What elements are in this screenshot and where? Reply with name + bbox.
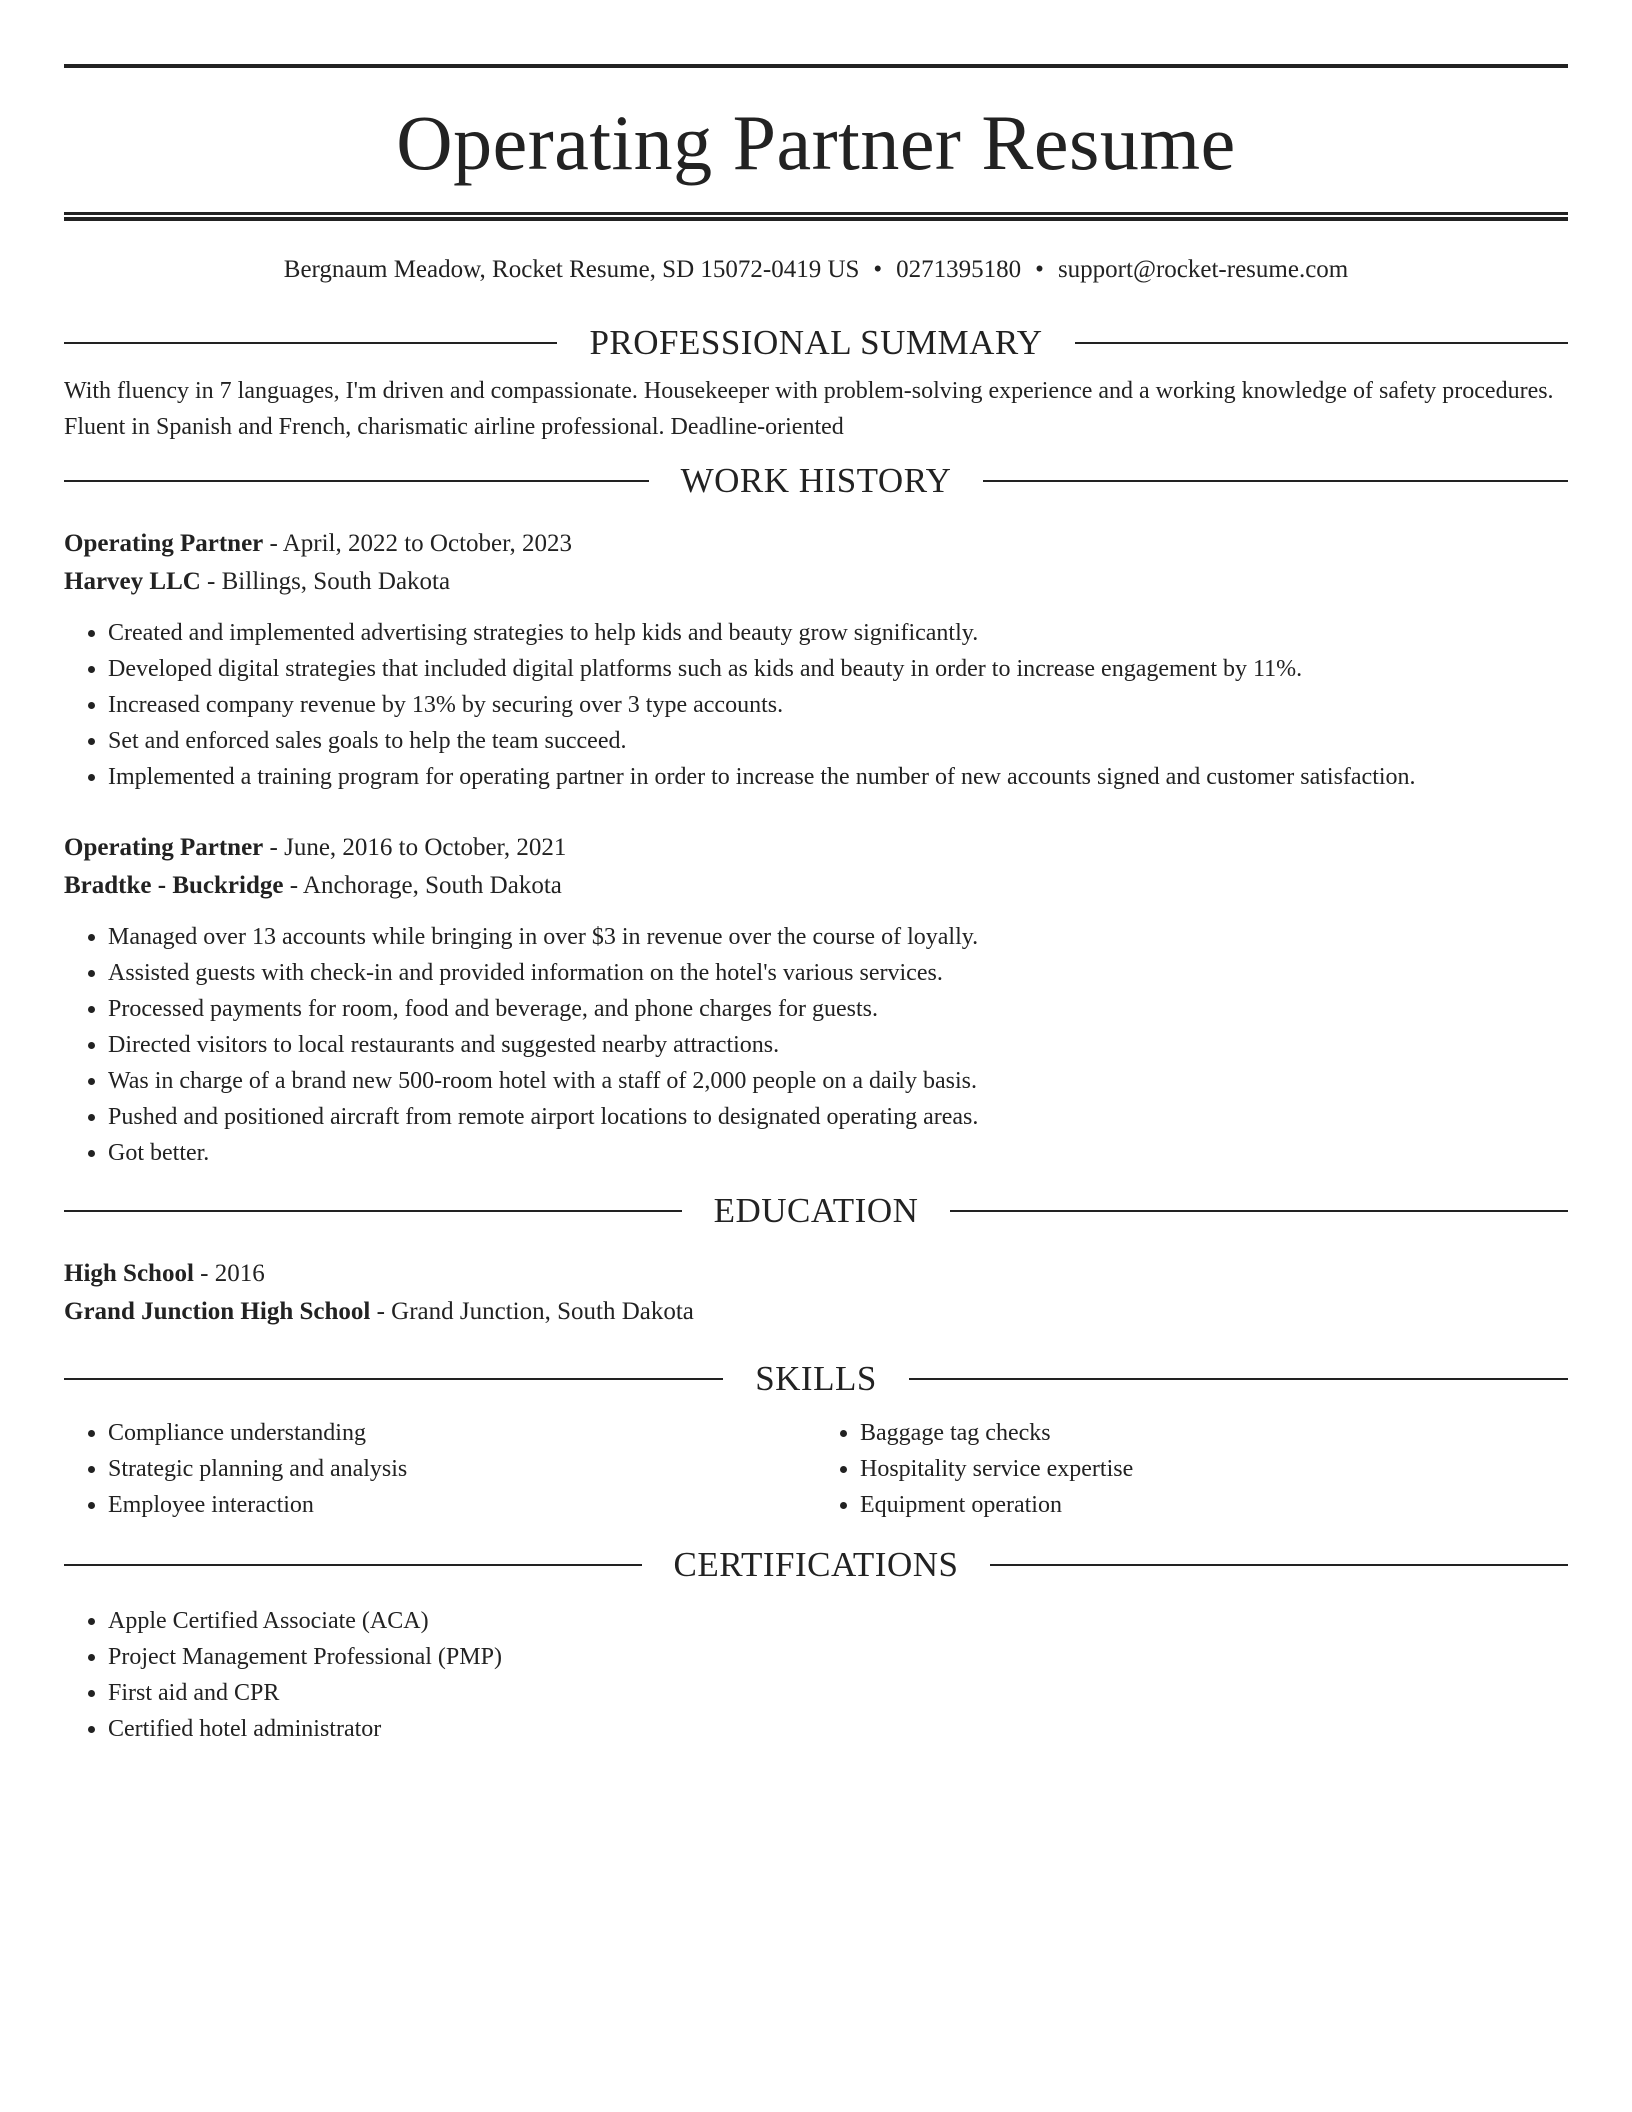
list-item: • Compliance understanding	[108, 1415, 816, 1451]
list-item: • Apple Certified Associate (ACA)	[108, 1603, 1568, 1639]
contact-separator: •	[873, 256, 883, 283]
heading-rule	[64, 1564, 642, 1566]
job-bullets	[64, 615, 1568, 795]
job-location: - Anchorage, South Dakota	[283, 872, 562, 899]
section-title: WORK HISTORY	[680, 461, 952, 500]
job-dates: - June, 2016 to October, 2021	[263, 834, 567, 861]
summary-text: With fluency in 7 languages, I'm driven and compassionate. Housekeeper with problem-solving experience and a working knowledge of safety procedures. Fluent in Spanish and French, charismatic airline professional. Deadline-oriented	[64, 378, 1554, 440]
list-item: • Employee interaction	[108, 1487, 816, 1523]
job-location: - Billings, South Dakota	[200, 568, 451, 595]
contact-separator: •	[1035, 256, 1044, 283]
job-company-line	[64, 563, 1568, 601]
section-title: CERTIFICATIONS	[673, 1545, 959, 1584]
certifications-list	[64, 1603, 1568, 1747]
education-degree-line	[64, 1255, 1568, 1293]
list-item: • Got better.	[108, 1135, 1568, 1171]
job-title-line	[64, 829, 1568, 867]
heading-rule	[990, 1564, 1568, 1566]
education-school-line	[64, 1293, 1568, 1331]
heading-rule	[1075, 342, 1568, 344]
list-item: • Certified hotel administrator	[108, 1711, 1568, 1747]
heading-rule	[64, 480, 649, 482]
section-heading-work-history	[64, 461, 1568, 501]
job-company: Harvey LLC	[64, 568, 201, 595]
heading-rule	[64, 1210, 682, 1212]
skills-left-list	[64, 1415, 816, 1523]
job-entry	[64, 525, 1568, 795]
section-title: PROFESSIONAL SUMMARY	[589, 323, 1043, 362]
heading-rule	[909, 1378, 1568, 1380]
list-item: • Implemented a training program for operating partner in order to increase the number of new accounts signed and customer satisfaction.	[108, 759, 1568, 795]
list-item: • Managed over 13 accounts while bringing in over $3 in revenue over the course of loyally.	[108, 919, 1568, 955]
education-entry	[64, 1255, 1568, 1331]
resume-title: Operating Partner Resume	[396, 99, 1236, 186]
list-item: • Was in charge of a brand new 500-room hotel with a staff of 2,000 people on a daily basis.	[108, 1063, 1568, 1099]
contact-phone: 0271395180	[896, 256, 1022, 283]
list-item: • Increased company revenue by 13% by securing over 3 type accounts.	[108, 687, 1568, 723]
contact-address: Bergnaum Meadow, Rocket Resume, SD 15072-0419 US	[283, 256, 860, 283]
contact-line	[64, 255, 1568, 285]
job-dates: - April, 2022 to October, 2023	[263, 530, 572, 557]
heading-rule	[64, 342, 557, 344]
education-location: - Grand Junction, South Dakota	[370, 1298, 694, 1325]
job-company: Bradtke - Buckridge	[64, 872, 284, 899]
heading-rule	[983, 480, 1568, 482]
list-item: • Baggage tag checks	[860, 1415, 1568, 1451]
list-item: • Developed digital strategies that included digital platforms such as kids and beauty in order to increase engagement by 11%.	[108, 651, 1568, 687]
job-company-line	[64, 867, 1568, 905]
section-title: EDUCATION	[713, 1191, 919, 1230]
heading-rule	[950, 1210, 1568, 1212]
resume-page	[64, 64, 1568, 1747]
education-degree: High School	[64, 1260, 194, 1287]
contact-email: support@rocket-resume.com	[1057, 256, 1349, 283]
list-item: • Hospitality service expertise	[860, 1451, 1568, 1487]
list-item: • Strategic planning and analysis	[108, 1451, 816, 1487]
list-item: • First aid and CPR	[108, 1675, 1568, 1711]
heading-rule	[64, 1378, 723, 1380]
job-title-line	[64, 525, 1568, 563]
top-rule	[64, 64, 1568, 68]
section-heading-skills	[64, 1359, 1568, 1399]
education-year: - 2016	[193, 1260, 265, 1287]
list-item: • Created and implemented advertising strategies to help kids and beauty grow significantly.	[108, 615, 1568, 651]
section-heading-certifications	[64, 1545, 1568, 1585]
list-item: • Project Management Professional (PMP)	[108, 1639, 1568, 1675]
list-item: • Pushed and positioned aircraft from remote airport locations to designated operating areas.	[108, 1099, 1568, 1135]
list-item: • Processed payments for room, food and beverage, and phone charges for guests.	[108, 991, 1568, 1027]
section-heading-education	[64, 1191, 1568, 1231]
section-heading-summary	[64, 323, 1568, 363]
skills-columns	[64, 1415, 1568, 1523]
list-item: • Assisted guests with check-in and provided information on the hotel's various services.	[108, 955, 1568, 991]
education-school: Grand Junction High School	[64, 1298, 371, 1325]
job-title: Operating Partner	[64, 834, 264, 861]
certifications-list-wrap	[64, 1603, 1568, 1747]
job-entry	[64, 829, 1568, 1171]
list-item: • Directed visitors to local restaurants and suggested nearby attractions.	[108, 1027, 1568, 1063]
section-title: SKILLS	[755, 1359, 877, 1398]
title-double-rule	[64, 212, 1568, 221]
list-item: • Set and enforced sales goals to help the team succeed.	[108, 723, 1568, 759]
job-bullets	[64, 919, 1568, 1171]
list-item: • Equipment operation	[860, 1487, 1568, 1523]
job-title: Operating Partner	[64, 530, 264, 557]
skills-right-list	[816, 1415, 1568, 1523]
